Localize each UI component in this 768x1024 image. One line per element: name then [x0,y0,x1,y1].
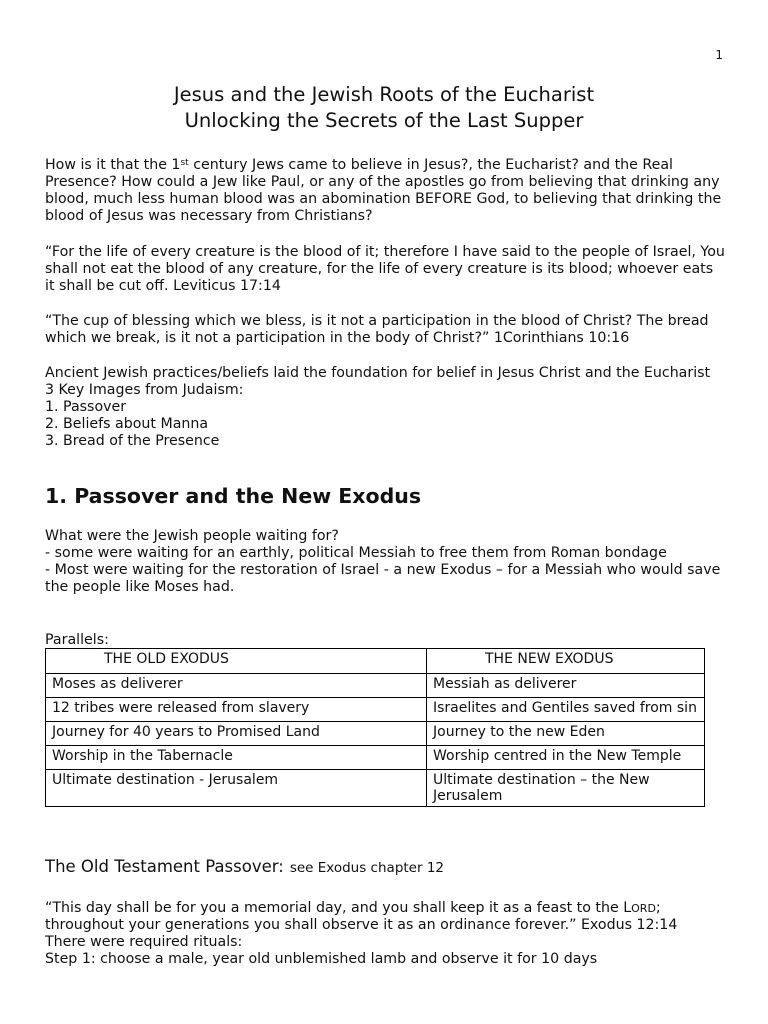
leviticus-quote: “For the life of every creature is the blood of it; therefore I have said to the people of Israel, You shall not eat the blood of any creature, for the life of every creature is its blood; whoever eats it shall be cut off. Leviticus 17:14 [45,244,725,294]
table-cell: Israelites and Gentiles saved from sin [427,698,705,722]
waiting-question: What were the Jewish people waiting for? [45,528,339,544]
table-row [46,698,705,722]
waiting-block [45,528,725,596]
section-heading-passover: 1. Passover and the New Exodus [45,484,422,508]
table-cell: Ultimate destination – the New Jerusalem [427,770,705,807]
table-cell: Moses as deliverer [46,674,427,698]
table-row [46,674,705,698]
table-row [46,770,705,807]
table-header-cell: THE OLD EXODUS [46,649,427,674]
table-cell: Messiah as deliverer [427,674,705,698]
exodus-quote-block [45,900,725,968]
key-images-heading: 3 Key Images from Judaism: [45,382,244,398]
table-cell: 12 tribes were released from slavery [46,698,427,722]
table-header-row [46,649,705,674]
ot-passover-heading [45,857,444,876]
corinthians-quote: “The cup of blessing which we bless, is it not a participation in the blood of Christ? The bread which we break, is it not a participation in the body of Christ?” 1Corinthians 10:16 [45,313,709,346]
rituals-line: There were required rituals: [45,934,243,950]
table-cell: Journey to the new Eden [427,722,705,746]
step-1: Step 1: choose a male, year old unblemished lamb and observe it for 10 days [45,951,598,967]
page-number: 1 [715,48,723,62]
table-header-cell: THE NEW EXODUS [427,649,705,674]
key-image-item: 3. Bread of the Presence [45,433,220,449]
foundation-line: Ancient Jewish practices/beliefs laid the foundation for belief in Jesus Christ and the Eucharist [45,365,711,381]
table-cell: Worship centred in the New Temple [427,746,705,770]
intro-paragraph: How is it that the 1st century Jews came to believe in Jesus?, the Eucharist? and the Real Presence? How could a Jew like Paul, or any of the apostles go from believing that drinking any blood, much less human blood was an abomination BEFORE God, to believing that drinking the blood of Jesus was necessary from Christians? [45,157,722,224]
table-row [46,722,705,746]
ot-passover-title: The Old Testament Passover: [45,857,284,876]
exodus-quote: “This day shall be for you a memorial day, and you shall keep it as a feast to the LORD; throughout your generations you shall observe it as an ordinance forever.” Exodus 12:14 [45,900,678,933]
table-cell: Worship in the Tabernacle [46,746,427,770]
ot-passover-note: see Exodus chapter 12 [289,860,445,876]
parallels-label: Parallels: [45,632,109,648]
table-row [46,746,705,770]
document-title: Jesus and the Jewish Roots of the Eucharist [173,83,595,106]
key-image-item: 1. Passover [45,399,127,415]
waiting-point: - Most were waiting for the restoration of Israel - a new Exodus – for a Messiah who would save the people like Moses had. [45,562,721,595]
parallels-table [45,648,705,807]
key-image-item: 2. Beliefs about Manna [45,416,209,432]
key-images-block [45,365,725,450]
document-subtitle: Unlocking the Secrets of the Last Supper [184,109,584,132]
table-cell: Journey for 40 years to Promised Land [46,722,427,746]
table-cell: Ultimate destination - Jerusalem [46,770,427,807]
waiting-point: - some were waiting for an earthly, political Messiah to free them from Roman bondage [45,545,667,561]
